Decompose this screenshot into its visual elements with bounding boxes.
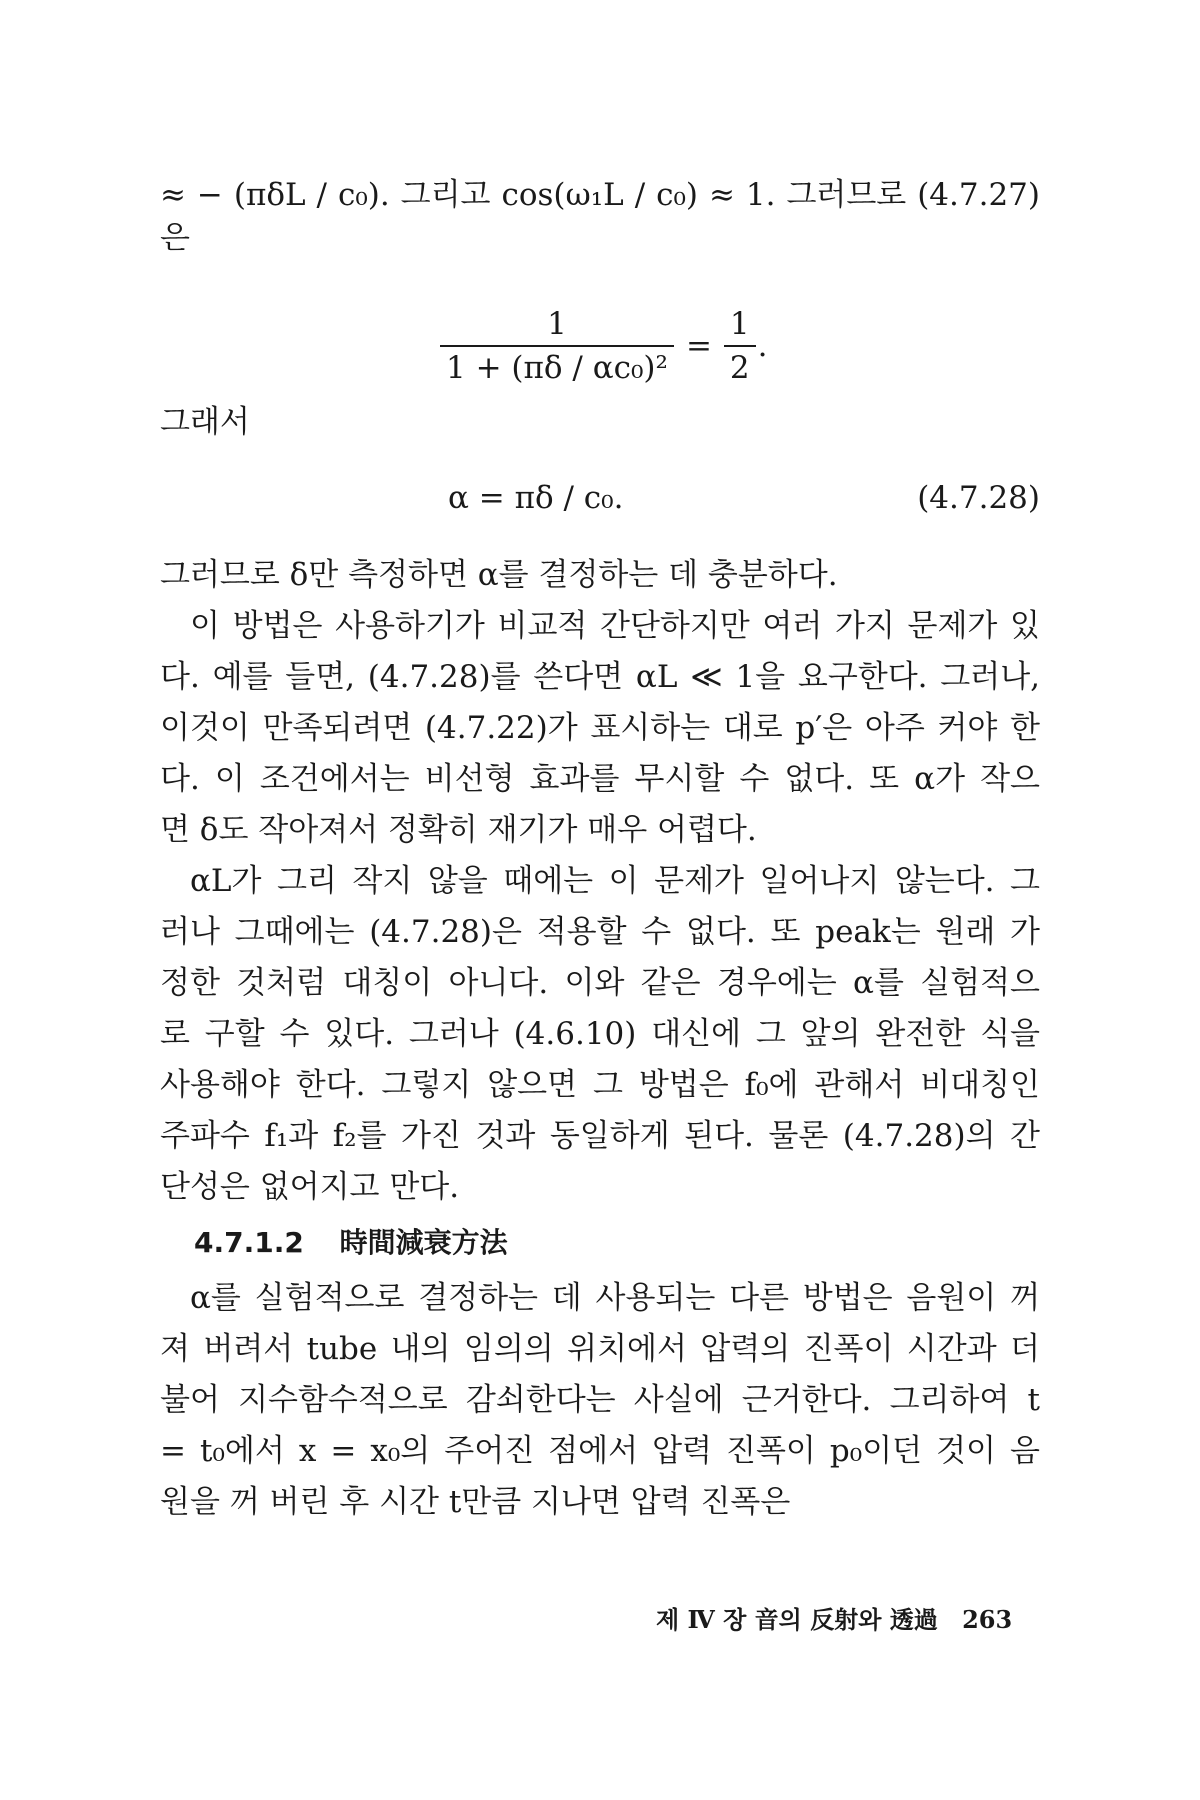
- alpha-equation: α = πδ / c₀.: [448, 480, 624, 516]
- text-line-4: 그러므로 δ만 측정하면 α를 결정하는 데 충분하다.: [160, 557, 838, 593]
- text-line-6: 다. 예를 들면, (4.7.28)를 쓴다면 αL ≪ 1을 요구한다. 그러나,: [160, 659, 1040, 695]
- text-line-9: 면 δ도 작아져서 정확히 재기가 매우 어렵다.: [160, 812, 757, 848]
- fraction-right-denominator: 2: [724, 345, 756, 387]
- text-line-14: 사용해야 한다. 그렇지 않으면 그 방법은 f₀에 관해서 비대칭인: [160, 1067, 1040, 1103]
- section-title: 時間減衰方法: [339, 1226, 508, 1259]
- text-line-10: αL가 그리 작지 않을 때에는 이 문제가 일어나지 않는다. 그: [190, 863, 1040, 899]
- fraction-denominator: 1 + (πδ / αc₀)²: [440, 345, 674, 387]
- text-line-2: 은: [160, 220, 190, 256]
- page-footer: [656, 1604, 1012, 1636]
- fraction-numerator: 1: [547, 306, 567, 342]
- text-line-13: 로 구할 수 있다. 그러나 (4.6.10) 대신에 그 앞의 완전한 식을: [160, 1016, 1040, 1052]
- fraction-left: [440, 305, 674, 387]
- page-number: 263: [962, 1605, 1013, 1634]
- text-line-11: 러나 그때에는 (4.7.28)은 적용할 수 없다. 또 peak는 원래 가: [160, 914, 1040, 950]
- equation-number: (4.7.28): [917, 480, 1040, 516]
- fraction-equation: $\frac{1}{\text{1 + (πδ / αc₀)²}}$ = $\frac{1}{2}$ .: [440, 305, 768, 387]
- text-line-19: 불어 지수함수적으로 감쇠한다는 사실에 근거한다. 그리하여 t: [160, 1382, 1040, 1418]
- text-line-17: α를 실험적으로 결정하는 데 사용되는 다른 방법은 음원이 꺼: [190, 1280, 1040, 1316]
- text-line-8: 다. 이 조건에서는 비선형 효과를 무시할 수 없다. 또 α가 작으: [160, 761, 1040, 797]
- text-line-7: 이것이 만족되려면 (4.7.22)가 표시하는 대로 p′은 아주 커야 한: [160, 710, 1040, 746]
- fraction-right-numerator: 1: [729, 306, 750, 342]
- equals-sign: =: [685, 328, 712, 364]
- text-line-18: 져 버려서 tube 내의 임의의 위치에서 압력의 진폭이 시간과 더: [160, 1331, 1040, 1367]
- text-line-21: 원을 꺼 버린 후 시간 t만큼 지나면 압력 진폭은: [160, 1484, 791, 1520]
- text-line-12: 정한 것처럼 대칭이 아니다. 이와 같은 경우에는 α를 실험적으: [160, 965, 1040, 1001]
- text-line-20: = t₀에서 x = x₀의 주어진 점에서 압력 진폭이 p₀이던 것이 음: [160, 1433, 1040, 1469]
- section-heading: [194, 1223, 508, 1263]
- fraction-right: [724, 305, 756, 387]
- text-line-1: ≈ − (πδL / c₀). 그리고 cos(ω₁L / c₀) ≈ 1. 그러므로 (4.7.27): [160, 177, 1040, 213]
- text-line-16: 단성은 없어지고 만다.: [160, 1169, 460, 1205]
- text-line-5: 이 방법은 사용하기가 비교적 간단하지만 여러 가지 문제가 있: [190, 608, 1040, 644]
- section-number: 4.7.1.2: [194, 1226, 304, 1259]
- text-line-3: 그래서: [160, 404, 250, 440]
- footer-chapter: 제 Ⅳ 장 音의 反射와 透過: [656, 1605, 938, 1634]
- text-line-15: 주파수 f₁과 f₂를 가진 것과 동일하게 된다. 물론 (4.7.28)의 간: [160, 1118, 1040, 1154]
